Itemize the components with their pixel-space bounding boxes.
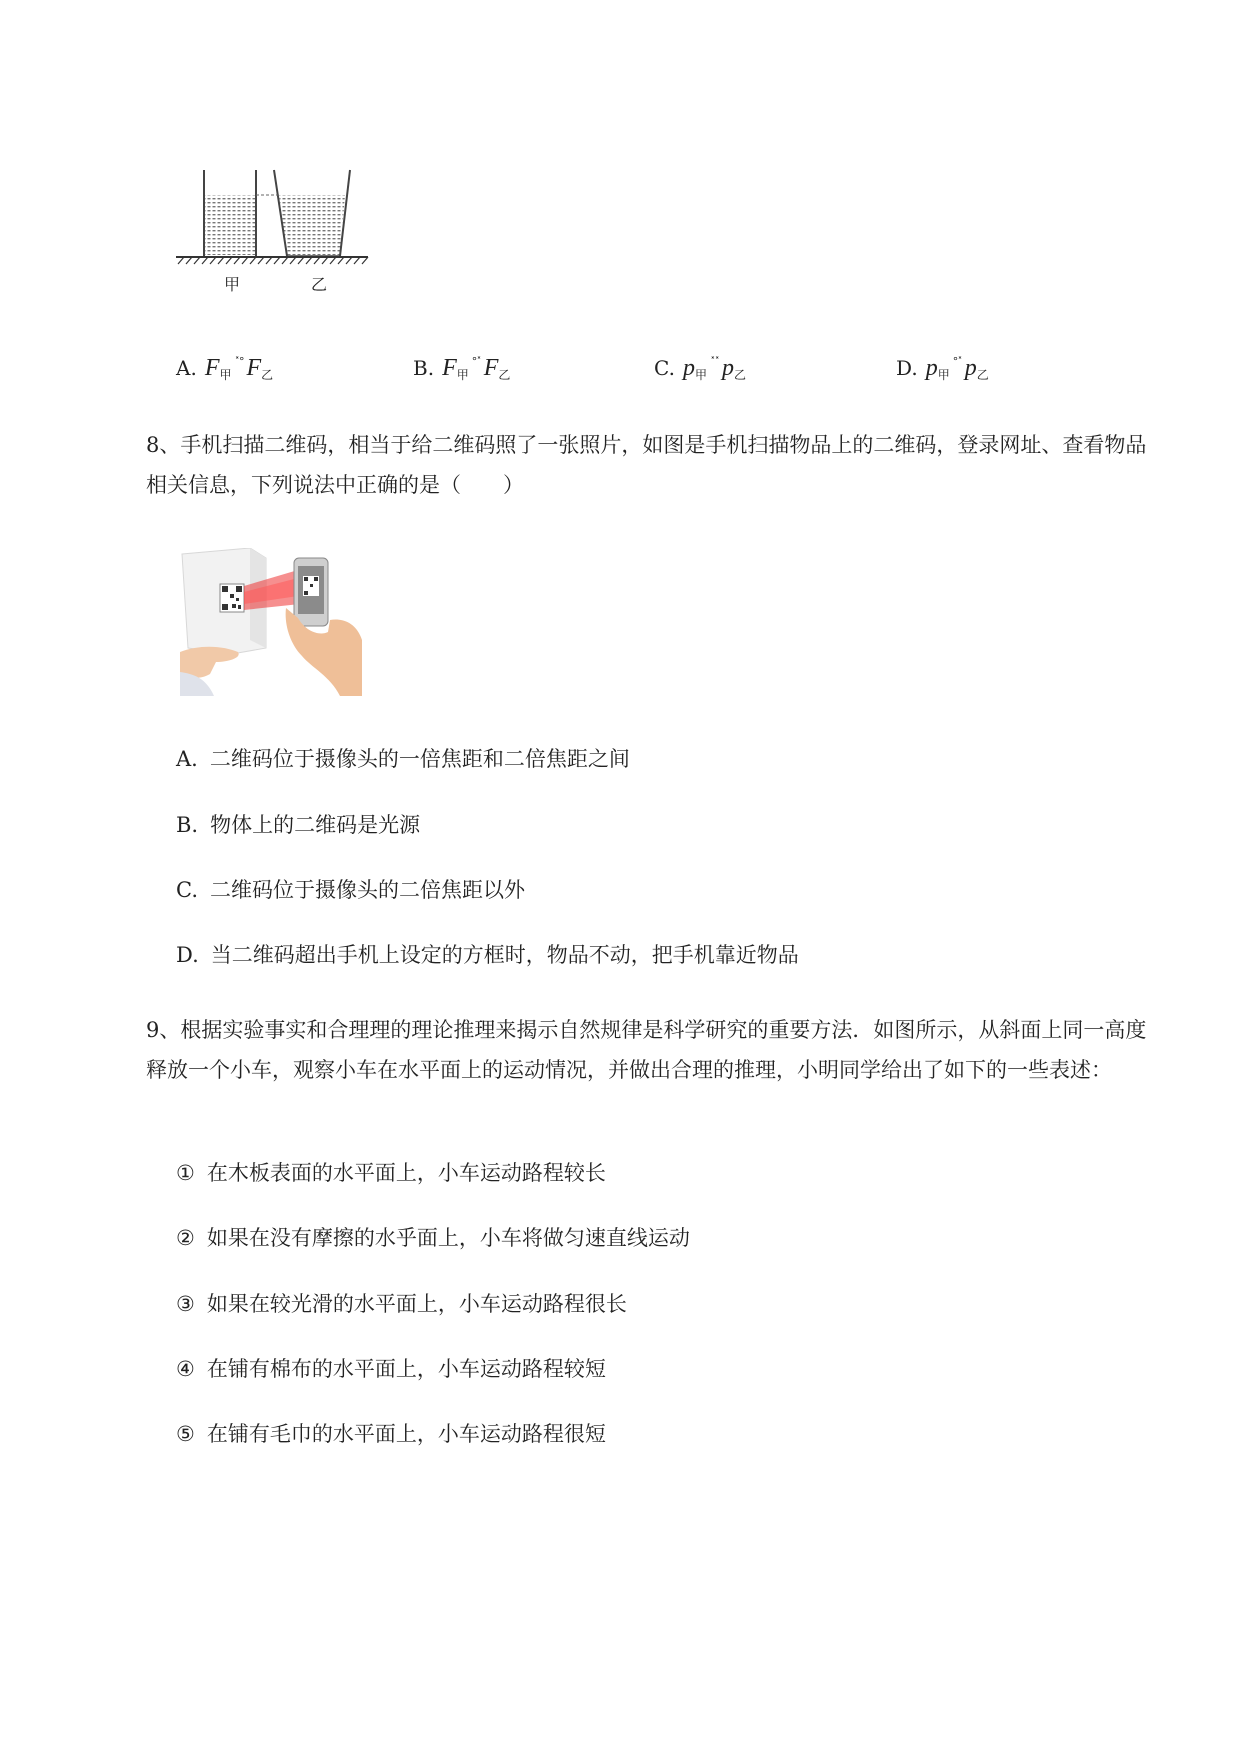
q9-statement-4[interactable]: ④ 在铺有棉布的水平面上，小车运动路程较短 <box>176 1357 606 1381</box>
q7-option-d[interactable]: D. $p_甲^{^\circ˟}$ $p_乙$ <box>896 355 989 382</box>
figure-label-yi: 乙 <box>311 275 328 294</box>
relation-symbol: ˟° <box>234 355 244 368</box>
q9-statement-5[interactable]: ⑤ 在铺有毛巾的水平面上，小车运动路程很短 <box>176 1422 606 1446</box>
question-8-stem: 8、手机扫描二维码，相当于给二维码照了一张照片，如图是手机扫描物品上的二维码，登录网址、查看物品相关信息，下列说法中正确的是（ ） <box>146 433 1147 497</box>
figure-label-jia: 甲 <box>224 275 241 294</box>
q9-statement-1[interactable]: ① 在木板表面的水平面上，小车运动路程较长 <box>176 1161 606 1185</box>
q9-statement-3[interactable]: ③ 如果在较光滑的水平面上，小车运动路程很长 <box>176 1292 627 1316</box>
q8-option-c[interactable]: C. 二维码位于摄像头的二倍焦距以外 <box>176 878 525 902</box>
question-9-stem: 9、根据实验事实和合理理的理论推理来揭示自然规律是科学研究的重要方法．如图所示，从斜面上同一高度释放一个小车，观察小车在水平面上的运动情况，并做出合理的推理，小明同学给出了如下的一些表述： <box>146 1018 1147 1082</box>
q8-option-a[interactable]: A. 二维码位于摄像头的一倍焦距和二倍焦距之间 <box>176 747 630 771</box>
beakers-figure <box>172 165 372 300</box>
q8-option-b[interactable]: B. 物体上的二维码是光源 <box>176 813 421 837</box>
q8-option-d[interactable]: D. 当二维码超出手机上设定的方框时，物品不动，把手机靠近物品 <box>176 943 799 967</box>
q9-statement-2[interactable]: ② 如果在没有摩擦的水乎面上，小车将做匀速直线运动 <box>176 1226 690 1250</box>
q7-option-a[interactable]: A. $F_甲^{˟^\circ}$ $F_乙$ <box>176 355 274 382</box>
relation-symbol: °˟ <box>471 355 481 368</box>
relation-symbol: ˟˟ <box>709 355 719 368</box>
q7-option-c[interactable]: C. $p_甲^{˟˟}$ $p_乙$ <box>654 355 746 382</box>
relation-symbol: °˟ <box>952 355 962 368</box>
q7-option-b[interactable]: B. $F_甲^{^\circ˟}$ $F_乙$ <box>413 355 511 382</box>
qr-scan-photo <box>180 548 362 696</box>
